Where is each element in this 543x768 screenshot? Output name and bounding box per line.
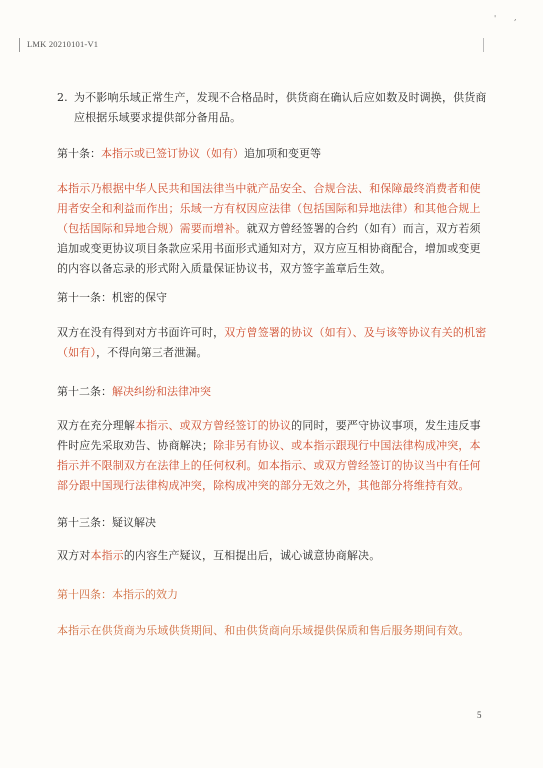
heading-highlight: 本指示或已签订协议（如有）: [101, 147, 244, 160]
article-14-heading: 第十四条：本指示的效力: [57, 588, 178, 601]
highlighted-text: 本指示: [90, 549, 124, 562]
body-text: 双方在充分理解: [57, 419, 136, 432]
article-11-heading: 第十一条：机密的保守: [57, 291, 167, 304]
list-item: [57, 88, 487, 128]
scan-mark: ,: [514, 13, 517, 22]
highlighted-text: 除非另有协议、或本指示跟现行中国法律构成冲突，本指示并不限制双方在法律上的任何权利。如本指示、或双方曾经签订的协议当中有任何部分跟中国现行法律构成冲突，除构成冲突的部分无效之外，其他部分将维持有效。: [57, 439, 481, 492]
page-number: 5: [477, 710, 482, 720]
highlighted-text: 本指示、或双方曾经签订的协议: [135, 419, 292, 432]
list-item-number: 2.: [57, 91, 68, 104]
article-13-heading: 第十三条：疑议解决: [57, 516, 156, 529]
highlighted-text: 双方曾签署的协议（如有）、及与该等协议有关的机密（如有）: [57, 326, 487, 359]
header-rule-right: [483, 38, 484, 52]
heading-highlight: 解决纠纷和法律冲突: [112, 385, 211, 398]
doc-code: LMK 20210101-V1: [27, 39, 99, 49]
article-11-body: [57, 323, 487, 363]
article-12-body: [57, 416, 487, 496]
article-number: 第十二条：: [57, 385, 112, 398]
body-text: 就双方曾经签署的合约（如有）而言，双方若须追加或变更协议项目条款应采用书面形式通知对方，双方应互相协商配合，增加或变更的内容以备忘录的形式附入质量保证协议书，双方签字盖章后生效。: [57, 222, 481, 275]
article-10-body: [57, 179, 487, 279]
body-text: 双方在没有得到对方书面许可时，: [57, 326, 225, 339]
article-13-body: [57, 546, 487, 566]
body-text: ，不得向第三者泄漏。: [96, 346, 208, 359]
article-number: 第十条：: [57, 147, 101, 160]
highlighted-text: 本指示乃根据中华人民共和国法律当中就产品安全、合规合法、和保障最终消费者和使用者安全和利益而作出；乐域一方有权因应法律（包括国际和异地法律）和其他合规上（包括国际和异地合规）需要而增补。: [57, 182, 481, 235]
body-text: 双方对: [57, 549, 91, 562]
article-12-heading: [57, 384, 487, 400]
scan-mark: ': [494, 14, 497, 23]
header-rule-left: [19, 38, 20, 52]
heading-suffix: 追加项和变更等: [244, 147, 321, 160]
article-14-body: 本指示在供货商为乐域供货期间、和由供货商向乐域提供保质和售后服务期间有效。: [57, 624, 470, 637]
body-text: 的内容生产疑议，互相提出后，诚心诚意协商解决。: [123, 549, 381, 562]
body-text: 的同时，要严守协议事项，发生违反事件时应先采取劝告、协商解决；: [57, 419, 481, 452]
article-10-heading: [57, 146, 487, 162]
list-item-text: 为不影响乐域正常生产，发现不合格品时，供货商在确认后应如数及时调换，供货商应根据乐域要求提供部分备用品。: [74, 91, 487, 124]
